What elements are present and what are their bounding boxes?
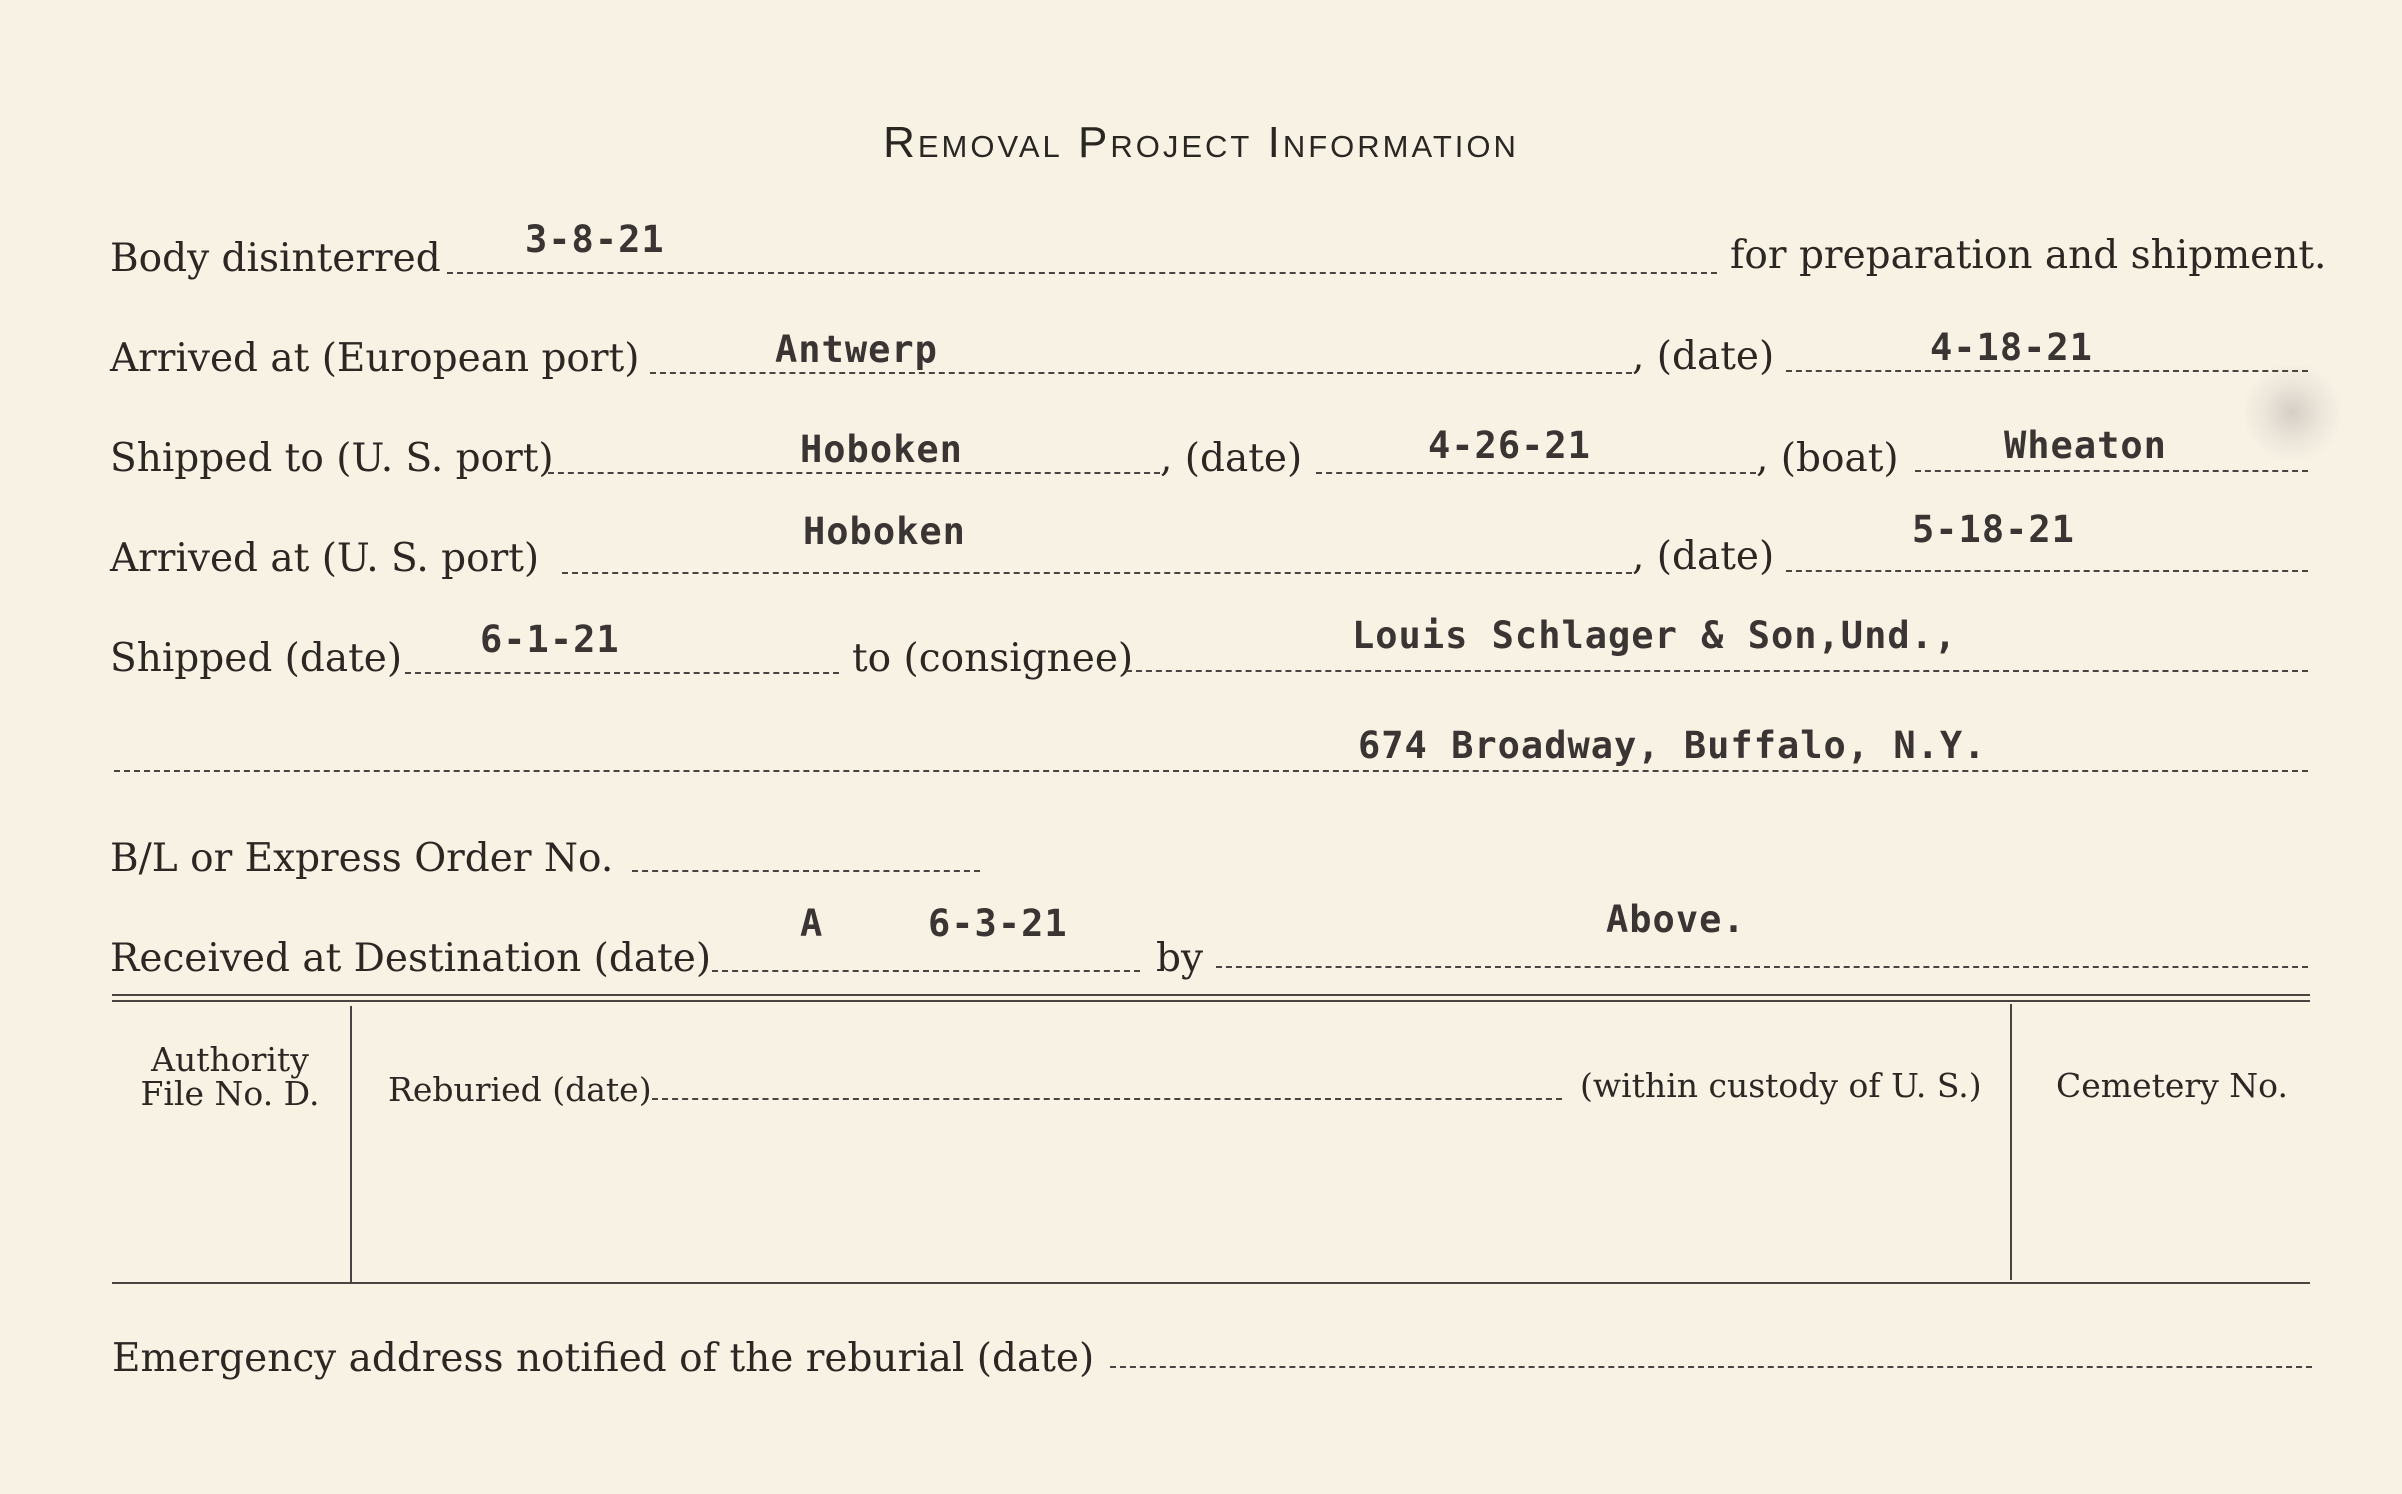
value-european-port: Antwerp xyxy=(775,328,938,371)
field-line-bl-express-order[interactable] xyxy=(632,870,980,872)
field-line-reburied-date[interactable] xyxy=(652,1098,1562,1100)
field-line-disinterred[interactable] xyxy=(447,272,1717,274)
table-divider-right xyxy=(2010,1004,2012,1280)
value-received-prefix: A xyxy=(800,902,824,945)
label-body-disinterred: Body disinterred xyxy=(110,236,441,281)
field-line-shipped-date[interactable] xyxy=(1316,472,1756,474)
field-line-shipped-us-port[interactable] xyxy=(548,472,1160,474)
label-boat: , (boat) xyxy=(1756,436,1899,481)
value-disinterred-date: 3-8-21 xyxy=(525,218,665,261)
value-received-date: 6-3-21 xyxy=(928,902,1068,945)
field-line-european-date[interactable] xyxy=(1786,370,2308,372)
value-shipped-date: 4-26-21 xyxy=(1428,424,1591,467)
field-line-arrived-us-date[interactable] xyxy=(1786,570,2308,572)
label-emergency-address: Emergency address notified of the reburial (date) xyxy=(112,1336,1095,1381)
smudge-mark xyxy=(2245,365,2340,460)
field-line-emergency-date[interactable] xyxy=(1110,1366,2312,1368)
field-line-boat[interactable] xyxy=(1915,470,2308,472)
label-arrived-us-port: Arrived at (U. S. port) xyxy=(110,536,540,581)
label-preparation-shipment: for preparation and shipment. xyxy=(1730,233,2327,278)
label-to-consignee: to (consignee) xyxy=(852,636,1134,681)
label-received-by: by xyxy=(1156,936,1203,981)
label-within-custody: (within custody of U. S.) xyxy=(1580,1066,1982,1105)
label-reburied-date: Reburied (date) xyxy=(388,1070,652,1109)
value-arrived-us-port: Hoboken xyxy=(803,510,966,553)
table-divider-left xyxy=(350,1006,352,1282)
field-line-received-date[interactable] xyxy=(712,970,1140,972)
field-line-consignee[interactable] xyxy=(1126,670,2308,672)
value-shipped-us-port: Hoboken xyxy=(800,428,963,471)
value-received-by: Above. xyxy=(1606,898,1746,941)
table-bottom-rule xyxy=(112,1282,2310,1284)
label-bl-express-order: B/L or Express Order No. xyxy=(110,836,614,881)
value-shipped-out-date: 6-1-21 xyxy=(480,618,620,661)
value-arrived-us-date: 5-18-21 xyxy=(1912,508,2075,551)
label-file-no: File No. D. xyxy=(140,1074,320,1113)
label-shipped-date: , (date) xyxy=(1160,436,1303,481)
field-line-received-by[interactable] xyxy=(1216,966,2308,968)
label-cemetery-no: Cemetery No. xyxy=(2056,1066,2288,1105)
label-shipped-date-consignee: Shipped (date) xyxy=(110,636,403,681)
table-top-rule-2 xyxy=(112,1000,2310,1002)
page-title: Removal Project Information xyxy=(883,118,1519,167)
field-line-european-port[interactable] xyxy=(650,372,1632,374)
label-arrived-us-date: , (date) xyxy=(1632,534,1775,579)
label-shipped-to-us-port: Shipped to (U. S. port) xyxy=(110,436,554,481)
label-european-date: , (date) xyxy=(1632,334,1775,379)
label-authority: Authority xyxy=(151,1040,309,1079)
table-top-rule-1 xyxy=(112,994,2310,996)
field-line-shipped-out-date[interactable] xyxy=(405,672,839,674)
value-consignee: Louis Schlager & Son,Und., xyxy=(1352,614,1958,657)
value-consignee-address: 674 Broadway, Buffalo, N.Y. xyxy=(1358,724,1987,767)
value-european-date: 4-18-21 xyxy=(1930,326,2093,369)
label-arrived-european-port: Arrived at (European port) xyxy=(110,336,640,381)
field-line-arrived-us-port[interactable] xyxy=(562,572,1632,574)
value-boat: Wheaton xyxy=(2004,424,2167,467)
field-line-address[interactable] xyxy=(114,770,2308,772)
label-received-destination: Received at Destination (date) xyxy=(110,936,712,981)
